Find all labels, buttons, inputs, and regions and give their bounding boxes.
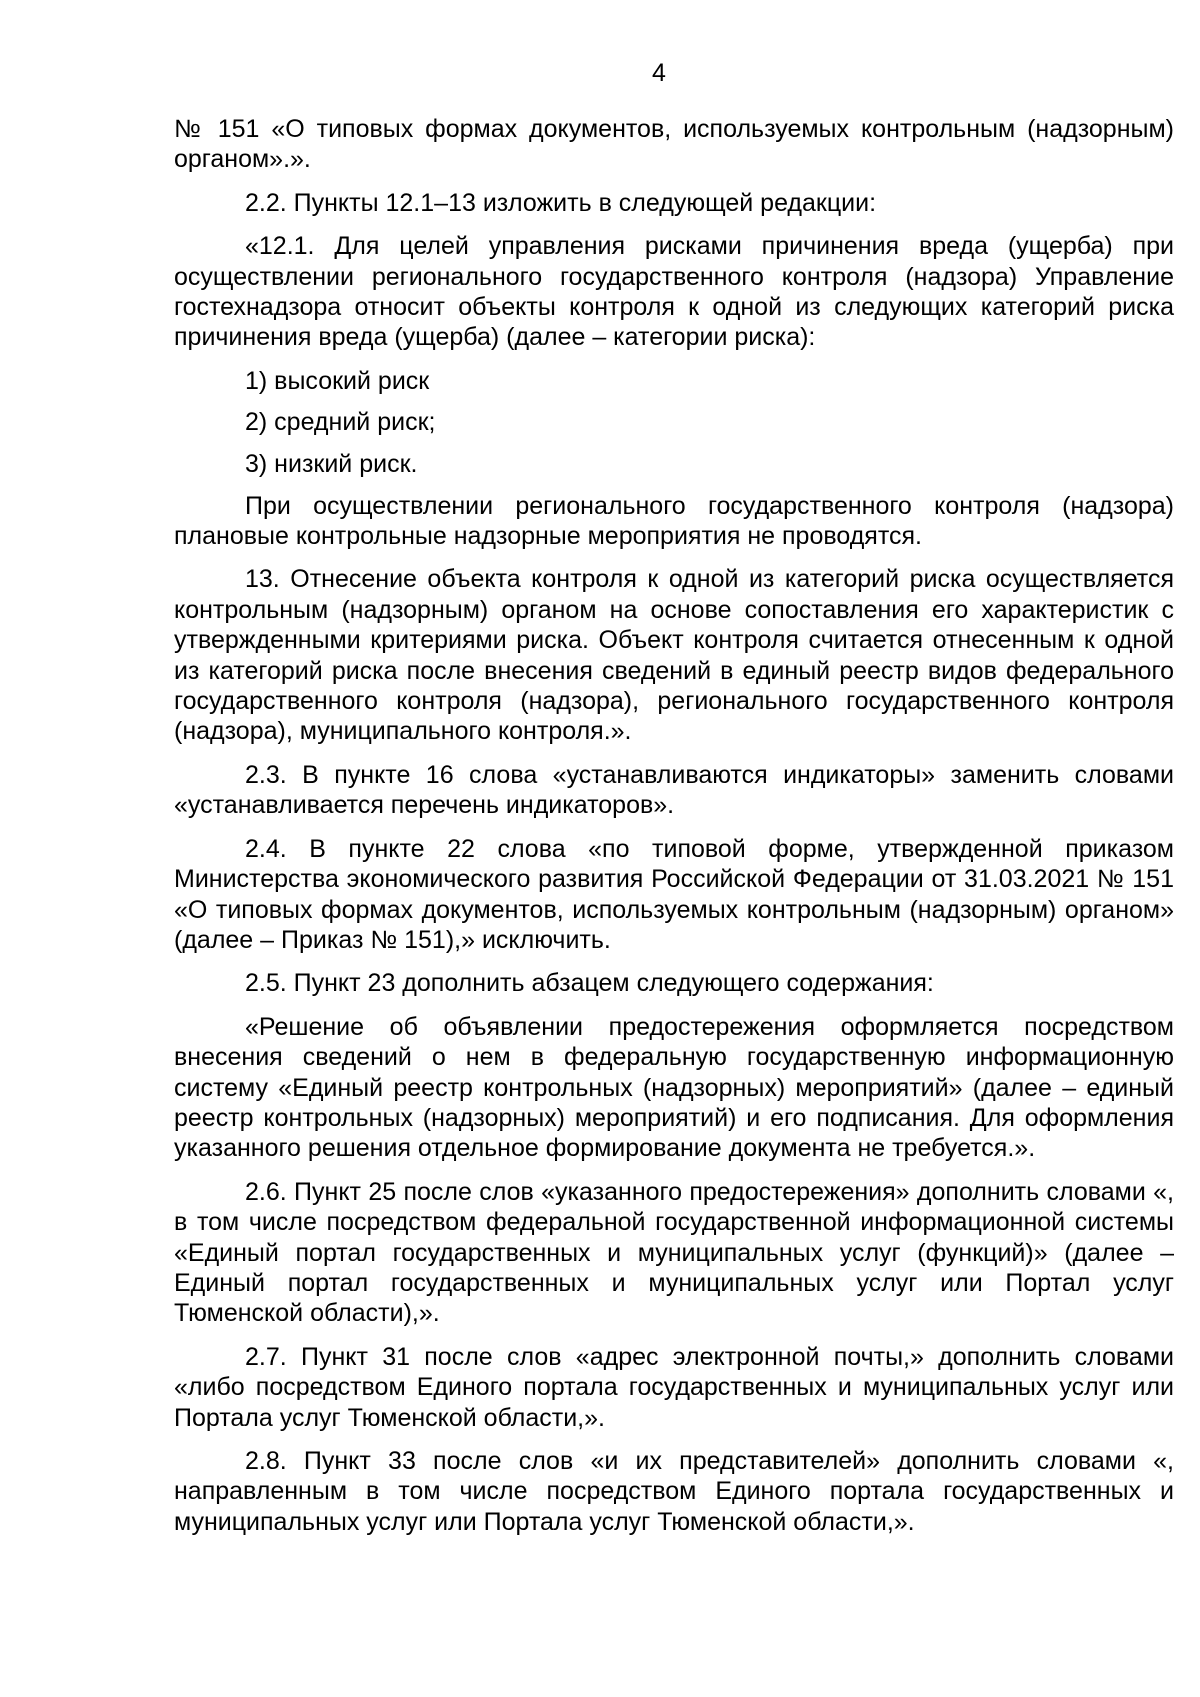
list-item: 2) средний риск; (245, 408, 436, 437)
paragraph-2-8: 2.8. Пункт 33 после слов «и их представителей» дополнить словами «, направленным в том числе посредством Единого портала государственных и муниципальных услуг или Портала услуг Тюменской области,». (174, 1447, 1174, 1536)
paragraph-12-1: «12.1. Для целей управления рисками причинения вреда (ущерба) при осуществлении регионального государственного контроля (надзора) Управление гостехнадзора относит объекты контроля к одной из следующих категорий риска причинения вреда (ущерба) (далее – категории риска): (174, 232, 1174, 352)
list-item: 1) высокий риск (245, 366, 430, 395)
document-body (174, 114, 1174, 1550)
paragraph-13: 13. Отнесение объекта контроля к одной из категорий риска осуществляется контрольным (надзорным) органом на основе сопоставления его характеристик с утвержденными критериями риска. Объект контроля считается отнесенным к одной из категорий риска после внесения сведений в единый реестр видов федерального государственного контроля (надзора), регионального государственного контроля (надзора), муниципального контроля.». (174, 565, 1174, 746)
page-number: 4 (652, 59, 666, 87)
paragraph-continuation: № 151 «О типовых формах документов, используемых контрольным (надзорным) органом».». (174, 115, 1174, 174)
paragraph-2-5: 2.5. Пункт 23 дополнить абзацем следующего содержания: (245, 969, 934, 998)
paragraph-2-4: 2.4. В пункте 22 слова «по типовой форме, утвержденной приказом Министерства экономического развития Российской Федерации от 31.03.2021 № 151 «О типовых формах документов, используемых контрольным (надзорным) органом» (далее – Приказ № 151),» исключить. (174, 834, 1174, 954)
paragraph-warning-decision: «Решение об объявлении предостережения оформляется посредством внесения сведений о нем в федеральную государственную информационную систему «Единый реестр контрольных (надзорных) мероприятий» (далее – единый реестр контрольных (надзорных) мероприятий) и его подписания. Для оформления указанного решения отдельное формирование документа не требуется.». (174, 1012, 1174, 1163)
risk-categories-list (174, 366, 1174, 480)
paragraph-2-6: 2.6. Пункт 25 после слов «указанного предостережения» дополнить словами «, в том числе посредством федеральной государственной информационной системы «Единый портал государственных и муниципальных услуг (функций)» (далее – Единый портал государственных и муниципальных услуг или Портал услуг Тюменской области),». (174, 1177, 1174, 1328)
paragraph-2-3: 2.3. В пункте 16 слова «устанавливаются индикаторы» заменить словами «устанавливается перечень индикаторов». (174, 760, 1174, 820)
list-item: 3) низкий риск. (245, 450, 418, 479)
paragraph-2-7: 2.7. Пункт 31 после слов «адрес электронной почты,» дополнить словами «либо посредством Единого портала государственных и муниципальных услуг или Портала услуг Тюменской области,». (174, 1342, 1174, 1432)
paragraph-planned-measures: При осуществлении регионального государственного контроля (надзора) плановые контрольные надзорные мероприятия не проводятся. (174, 491, 1174, 551)
paragraph-2-2: 2.2. Пункты 12.1–13 изложить в следующей редакции: (245, 188, 877, 217)
